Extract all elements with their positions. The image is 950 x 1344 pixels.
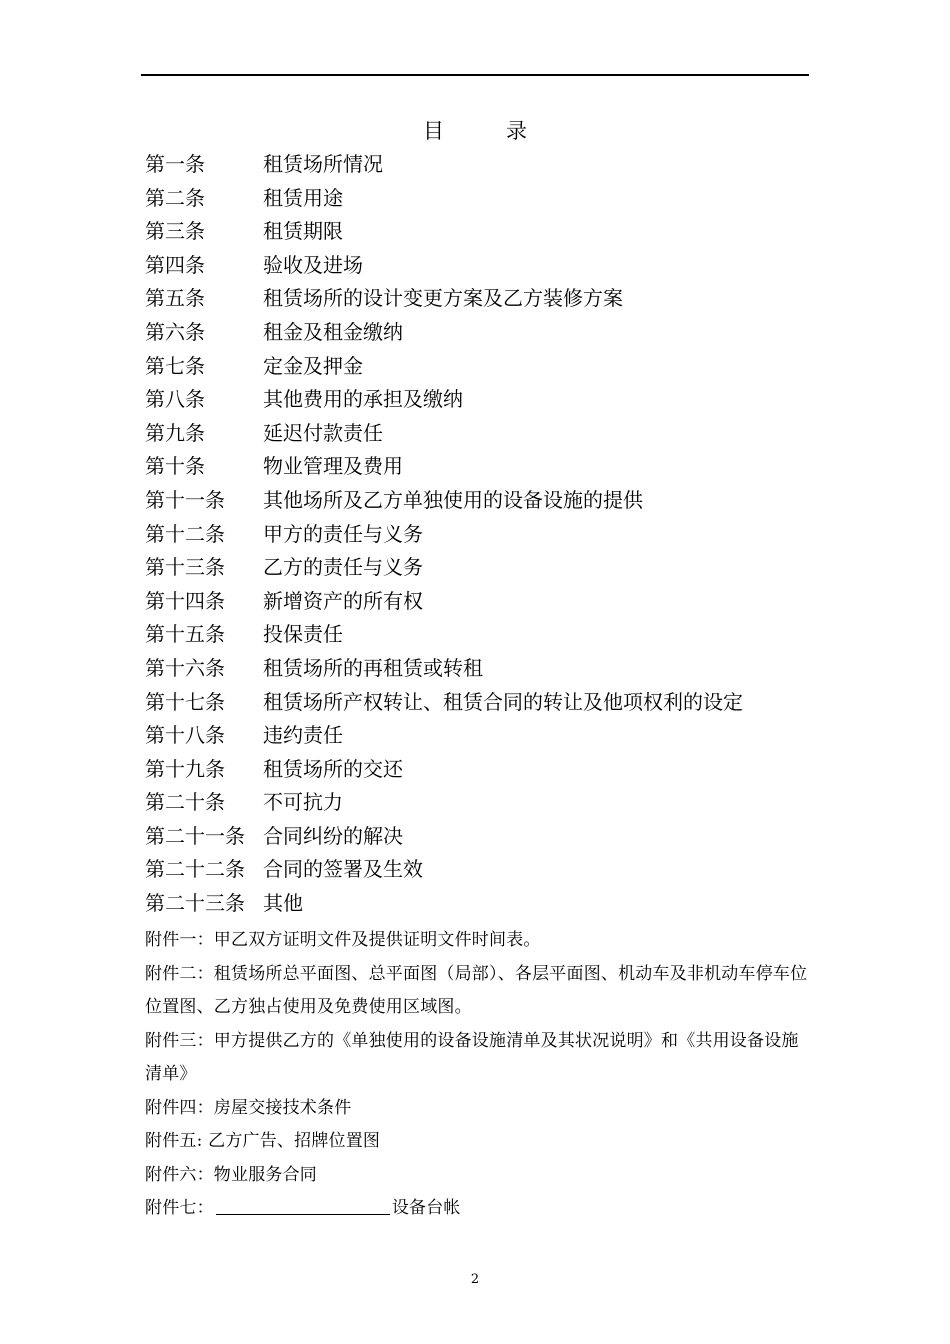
- toc-article-number: 第二十条: [145, 790, 225, 815]
- toc-article-number: 第十条: [145, 454, 205, 479]
- toc-entry[interactable]: [145, 215, 809, 249]
- toc-article-number: 第十九条: [145, 756, 225, 781]
- fill-in-blank-line[interactable]: [216, 1194, 390, 1215]
- toc-entry[interactable]: [145, 518, 809, 552]
- toc-entry[interactable]: [145, 450, 809, 484]
- attachment-7-prefix: 附件七：: [145, 1198, 214, 1218]
- toc-article-title: 定金及押金: [263, 353, 363, 378]
- toc-article-title: 租赁场所的设计变更方案及乙方装修方案: [263, 286, 623, 311]
- toc-entry[interactable]: [145, 786, 809, 820]
- toc-article-number: 第五条: [145, 286, 205, 311]
- toc-article-title: 投保责任: [263, 622, 343, 647]
- toc-entry[interactable]: [145, 618, 809, 652]
- toc-entry[interactable]: [145, 249, 809, 283]
- attachment-6: 附件六：物业服务合同: [145, 1164, 317, 1185]
- toc-article-title: 甲方的责任与义务: [263, 521, 423, 546]
- toc-article-title: 新增资产的所有权: [263, 588, 423, 613]
- table-of-contents: [145, 148, 809, 921]
- toc-article-number: 第十二条: [145, 521, 225, 546]
- toc-article-number: 第二条: [145, 185, 205, 210]
- toc-entry[interactable]: [145, 282, 809, 316]
- toc-article-title: 租赁场所产权转让、租赁合同的转让及他项权利的设定: [263, 689, 743, 714]
- toc-article-number: 第十五条: [145, 622, 225, 647]
- page-number: 2: [470, 1272, 480, 1287]
- toc-article-title: 租赁场所的再租赁或转租: [263, 655, 483, 680]
- toc-article-number: 第十七条: [145, 689, 225, 714]
- toc-entry[interactable]: [145, 585, 809, 619]
- toc-entry[interactable]: [145, 350, 809, 384]
- toc-entry[interactable]: [145, 417, 809, 451]
- toc-entry[interactable]: [145, 753, 809, 787]
- toc-article-title: 物业管理及费用: [263, 454, 403, 479]
- toc-article-title: 延迟付款责任: [263, 420, 383, 445]
- toc-article-title: 租金及租金缴纳: [263, 319, 403, 344]
- toc-article-title: 其他: [263, 891, 303, 916]
- toc-article-number: 第十四条: [145, 588, 225, 613]
- toc-article-number: 第十一条: [145, 487, 225, 512]
- page-title: [0, 116, 950, 146]
- toc-entry[interactable]: [145, 551, 809, 585]
- header-rule: [141, 74, 809, 76]
- toc-entry[interactable]: [145, 887, 809, 921]
- attachment-7: [145, 1192, 809, 1226]
- toc-article-number: 第十三条: [145, 555, 225, 580]
- toc-entry[interactable]: [145, 820, 809, 854]
- toc-article-number: 第一条: [145, 152, 205, 176]
- toc-article-title: 租赁期限: [263, 219, 343, 244]
- toc-article-number: 第三条: [145, 219, 205, 244]
- toc-article-title: 租赁用途: [263, 185, 343, 210]
- toc-article-title: 租赁场所情况: [263, 152, 383, 176]
- attachment-1: 附件一：甲乙双方证明文件及提供证明文件时间表。: [145, 930, 541, 950]
- title-right-char: 录: [506, 119, 527, 143]
- attachment-4: 附件四：房屋交接技术条件: [145, 1097, 352, 1118]
- attachment-5: 附件五: 乙方广告、招牌位置图: [145, 1131, 381, 1151]
- toc-article-number: 第二十一条: [145, 823, 245, 848]
- toc-article-number: 第七条: [145, 353, 205, 378]
- toc-article-title: 租赁场所的交还: [263, 756, 403, 781]
- attachment-3: 附件三：甲方提供乙方的《单独使用的设备设施清单及其状况说明》和《共用设备设施清单》: [145, 1030, 799, 1084]
- toc-article-title: 违约责任: [263, 723, 343, 748]
- toc-article-number: 第十八条: [145, 723, 225, 748]
- toc-article-title: 其他费用的承担及缴纳: [263, 387, 463, 412]
- toc-entry[interactable]: [145, 383, 809, 417]
- toc-entry[interactable]: [145, 182, 809, 216]
- toc-entry[interactable]: [145, 148, 809, 182]
- title-left-char: 目: [423, 119, 444, 143]
- toc-article-number: 第二十三条: [145, 891, 245, 916]
- toc-entry[interactable]: [145, 853, 809, 887]
- toc-article-title: 合同纠纷的解决: [263, 823, 403, 848]
- toc-article-number: 第二十二条: [145, 857, 245, 882]
- toc-entry[interactable]: [145, 719, 809, 753]
- attachments-list: [145, 924, 809, 1226]
- toc-entry[interactable]: [145, 316, 809, 350]
- toc-article-number: 第九条: [145, 420, 205, 445]
- toc-article-title: 验收及进场: [263, 252, 363, 277]
- toc-article-title: 合同的签署及生效: [263, 857, 423, 882]
- toc-article-title: 乙方的责任与义务: [263, 555, 423, 580]
- toc-entry[interactable]: [145, 652, 809, 686]
- toc-article-title: 不可抗力: [263, 790, 343, 815]
- toc-entry[interactable]: [145, 484, 809, 518]
- toc-article-title: 其他场所及乙方单独使用的设备设施的提供: [263, 487, 643, 512]
- toc-article-number: 第六条: [145, 319, 205, 344]
- toc-article-number: 第十六条: [145, 655, 225, 680]
- toc-entry[interactable]: [145, 686, 809, 720]
- attachment-2: 附件二：租赁场所总平面图、总平面图（局部）、各层平面图、机动车及非机动车停车位位置图、乙方独占使用及免费使用区域图。: [145, 963, 808, 1017]
- toc-article-number: 第八条: [145, 387, 205, 412]
- toc-article-number: 第四条: [145, 252, 205, 277]
- attachment-7-suffix: 设备台帐: [391, 1198, 461, 1218]
